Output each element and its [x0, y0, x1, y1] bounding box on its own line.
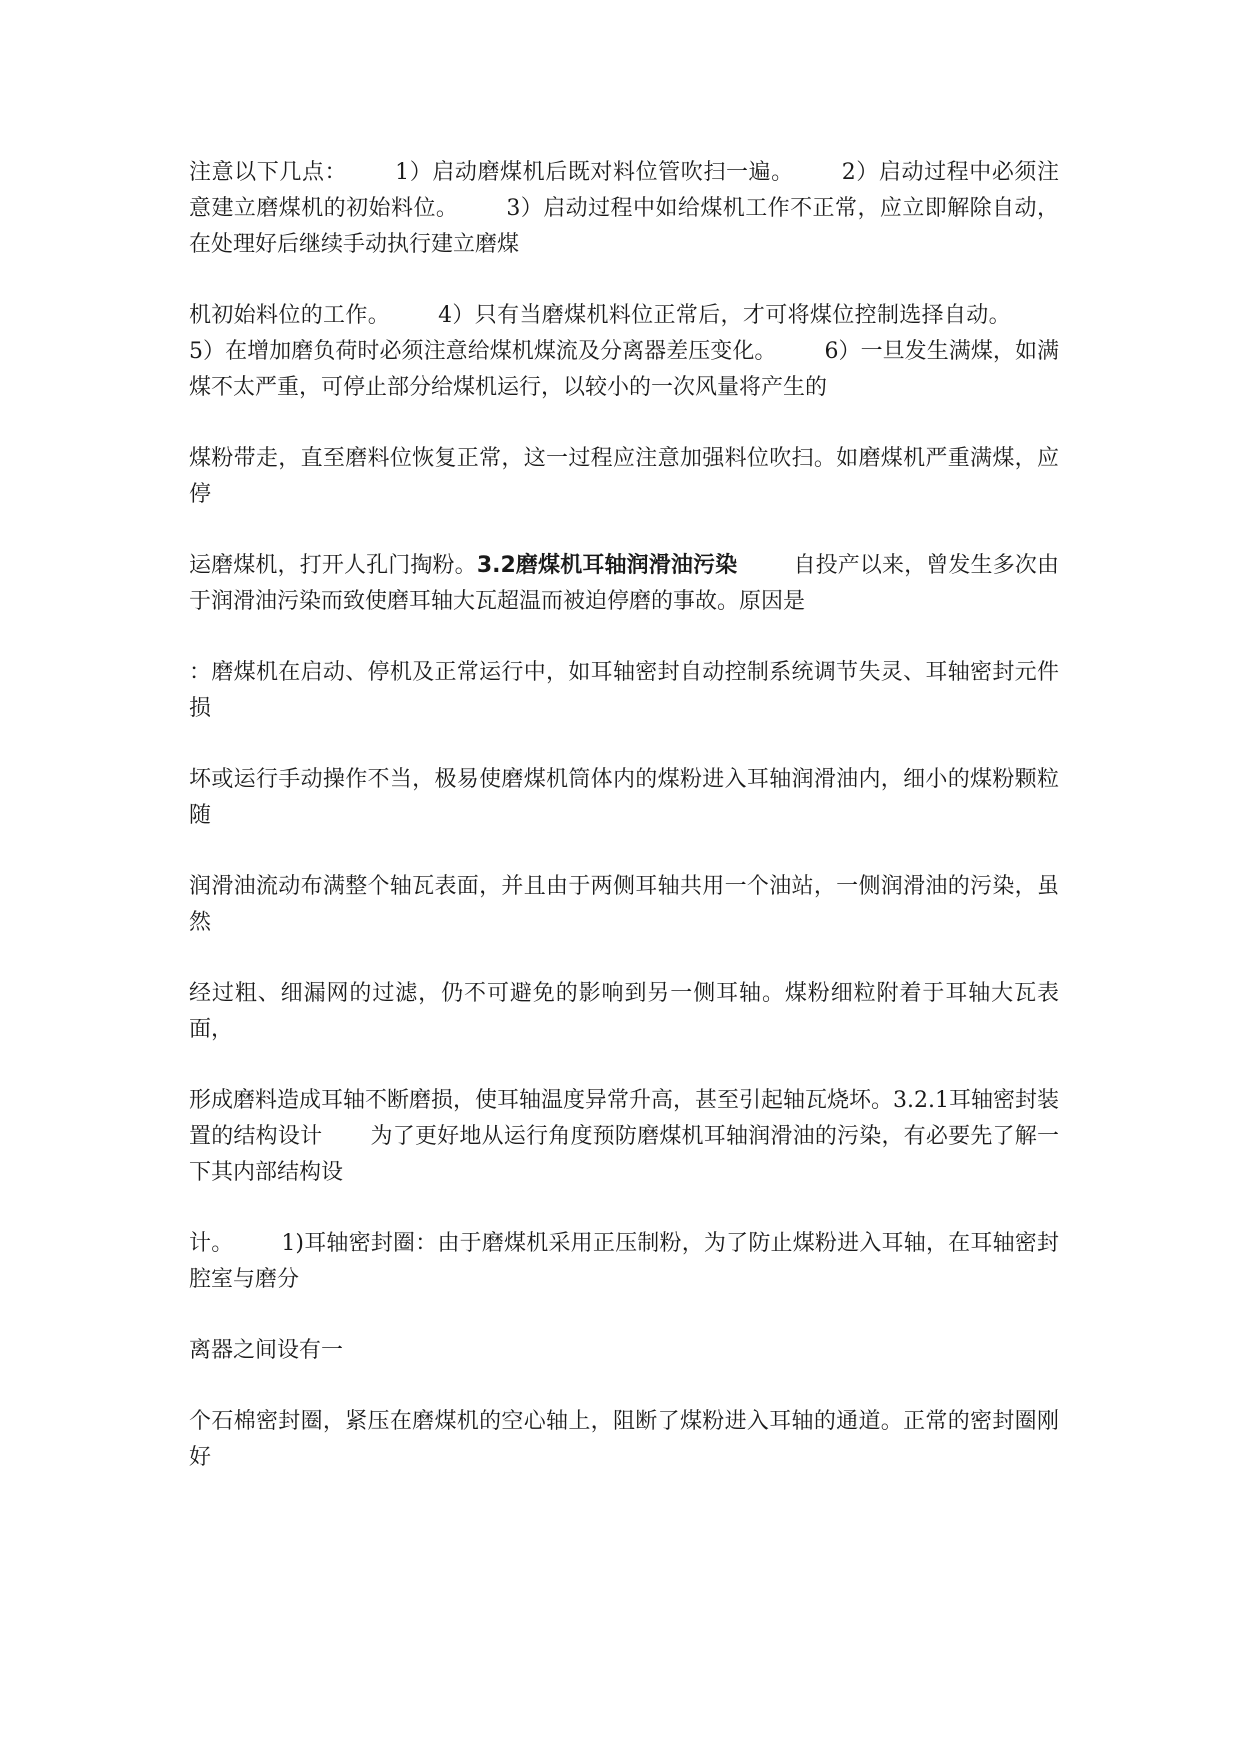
text-run: 3）启动过程中如给煤机工作不正常，应立即解除自动，在处理好后继续手动执行建立磨煤: [189, 196, 1059, 257]
text-run: 注意以下几点：: [189, 160, 348, 185]
text-run: 4）只有当磨煤机料位正常后，才可将煤位控制选择自动。: [438, 303, 1011, 328]
body-paragraph: [189, 869, 1059, 941]
document-body: [189, 155, 1059, 1511]
text-run: 1）启动磨煤机后既对料位管吹扫一遍。: [395, 160, 794, 185]
body-paragraph: [189, 762, 1059, 834]
text-run: 自投产以来，曾发生多次由于润滑油污染而致使磨耳轴大瓦超温而被迫停磨的事故。原因是: [189, 553, 1059, 614]
section-heading: 3.2磨煤机耳轴润滑油污染: [476, 553, 738, 578]
text-run: 6）一旦发生满煤，如满煤不太严重，可停止部分给煤机运行，以较小的一次风量将产生的: [189, 339, 1060, 400]
text-run: ：磨煤机在启动、停机及正常运行中，如耳轴密封自动控制系统调节失灵、耳轴密封元件损: [189, 660, 1059, 721]
text-run: 为了更好地从运行角度预防磨煤机耳轴润滑油的污染，有必要先了解一下其内部结构设: [189, 1124, 1059, 1185]
text-run: 离器之间设有一: [189, 1338, 344, 1363]
text-run: 2）启动过程中必须注意建立磨煤机的初始料位。: [189, 160, 1060, 221]
body-paragraph: [189, 298, 1059, 406]
text-run: 5）在增加磨负荷时必须注意给煤机煤流及分离器差压变化。: [189, 339, 777, 364]
text-run: 1)耳轴密封圈：由于磨煤机采用正压制粉，为了防止煤粉进入耳轴，在耳轴密封腔室与磨分: [189, 1231, 1059, 1292]
text-run: 坏或运行手动操作不当，极易使磨煤机筒体内的煤粉进入耳轴润滑油内，细小的煤粉颗粒随: [189, 767, 1059, 828]
text-run: 机初始料位的工作。: [189, 303, 391, 328]
text-run: 润滑油流动布满整个轴瓦表面，并且由于两侧耳轴共用一个油站，一侧润滑油的污染，虽然: [189, 874, 1059, 935]
text-run: 计。: [189, 1231, 234, 1256]
body-paragraph: [189, 548, 1059, 620]
body-paragraph: [189, 1226, 1059, 1298]
text-run: 运磨煤机，打开人孔门掏粉。: [189, 553, 477, 578]
text-run: 个石棉密封圈，紧压在磨煤机的空心轴上，阻断了煤粉进入耳轴的通道。正常的密封圈刚好: [189, 1409, 1059, 1470]
body-paragraph: [189, 1404, 1059, 1476]
body-paragraph: [189, 976, 1059, 1048]
body-paragraph: [189, 155, 1059, 263]
body-paragraph: [189, 1083, 1059, 1191]
text-run: 形成磨料造成耳轴不断磨损，使耳轴温度异常升高，甚至引起轴瓦烧坏。3.2.1耳轴密封装置的结构设计: [189, 1088, 1059, 1149]
body-paragraph: [189, 1333, 1059, 1369]
body-paragraph: [189, 441, 1059, 513]
text-run: 经过粗、细漏网的过滤，仍不可避免的影响到另一侧耳轴。煤粉细粒附着于耳轴大瓦表面，: [189, 981, 1059, 1042]
body-paragraph: [189, 655, 1059, 727]
text-run: 煤粉带走，直至磨料位恢复正常，这一过程应注意加强料位吹扫。如磨煤机严重满煤，应停: [189, 446, 1059, 507]
